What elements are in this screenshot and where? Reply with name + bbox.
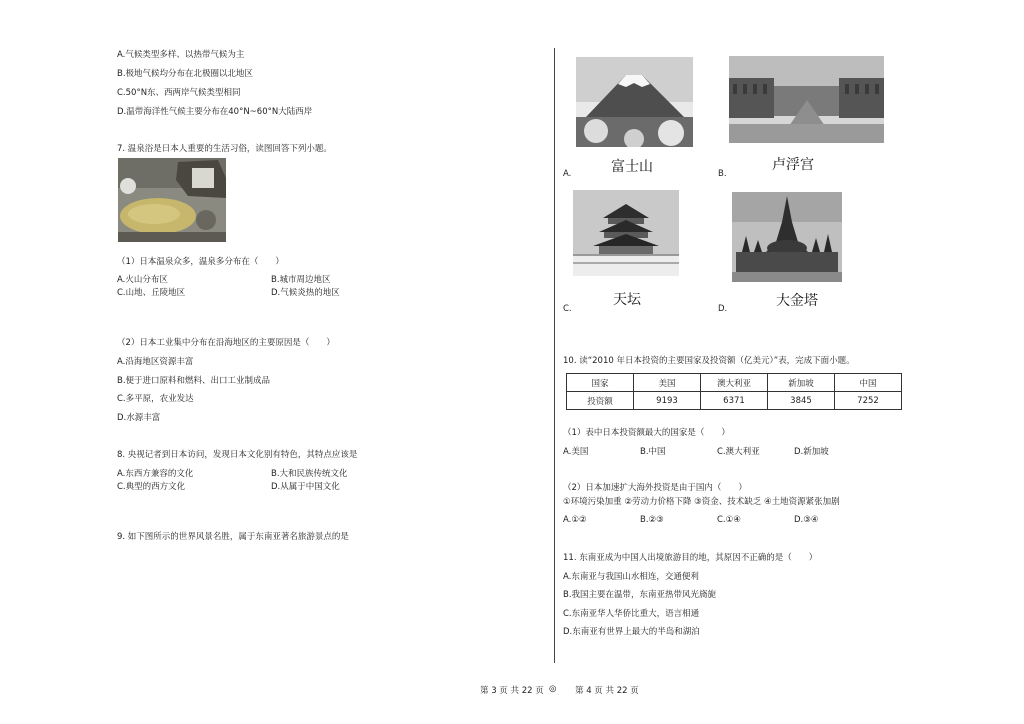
table-header-row [567,374,902,392]
table-cell: 3845 [768,392,835,410]
q9-stem: 9. 如下图所示的世界风景名胜，属于东南亚著名旅游景点的是 [117,532,349,542]
q10-sub2-option-d: D.③④ [794,515,819,525]
q8-option-c: C.典型的西方文化 [117,482,186,492]
table-cell: 新加坡 [768,374,835,392]
temple-of-heaven-photo [573,190,679,276]
footer-page-left: 第 3 页 共 22 页 [480,686,544,696]
q10-sub2-reasons: ①环境污染加重 ②劳动力价格下降 ③资金、技术缺乏 ④土地资源紧张加剧 [563,497,840,507]
prev-option-d: D.温带海洋性气候主要分布在40°N~60°N大陆西岸 [117,107,313,117]
q11-option-c: C.东南亚华人华侨比重大，语言相通 [563,609,700,619]
q8-option-b: B.大和民族传统文化 [271,469,348,479]
shwedagon-pagoda-photo [732,192,842,282]
table-row [567,392,902,410]
q7-sub2-option-a: A.沿海地区资源丰富 [117,357,194,367]
q10-sub1-option-d: D.新加坡 [794,447,829,457]
q10-sub2-option-a: A.①② [563,515,587,525]
q7-sub2-option-b: B.便于进口原料和燃料、出口工业制成品 [117,376,271,386]
table-cell: 澳大利亚 [701,374,768,392]
column-divider [554,48,555,663]
letter-c: C. [563,304,572,314]
caption-d: 大金塔 [776,293,818,309]
q7-sub1-stem: （1）日本温泉众多，温泉多分布在（ ） [117,257,284,267]
hot-spring-photo [118,158,226,242]
q8-option-d: D.从属于中国文化 [271,482,340,492]
prev-option-a: A.气候类型多样、以热带气候为主 [117,50,245,60]
q10-sub2-option-b: B.②③ [640,515,664,525]
investment-table [566,373,902,410]
q7-sub2-stem: （2）日本工业集中分布在沿海地区的主要原因是（ ） [117,338,335,348]
letter-b: B. [718,169,727,179]
table-cell: 7252 [835,392,902,410]
letter-d: D. [718,304,728,314]
q8-stem: 8. 央视记者到日本访问，发现日本文化别有特色，其特点应该是 [117,450,358,460]
table-cell: 9193 [634,392,701,410]
mount-fuji-photo [576,57,693,147]
q10-sub1-option-c: C.澳大利亚 [717,447,760,457]
q11-stem: 11. 东南亚成为中国人出境旅游目的地，其原因不正确的是（ ） [563,553,818,563]
footer-page-right: 第 4 页 共 22 页 [575,686,639,696]
q7-sub1-option-d: D.气候炎热的地区 [271,288,340,298]
prev-option-c: C.50°N东、西两岸气候类型相同 [117,88,241,98]
caption-a: 富士山 [611,159,653,175]
table-cell: 6371 [701,392,768,410]
q7-stem: 7. 温泉浴是日本人重要的生活习俗，读图回答下列小题。 [117,144,332,154]
table-cell: 国家 [567,374,634,392]
q7-sub2-option-d: D.水源丰富 [117,413,161,423]
q8-option-a: A.东西方兼容的文化 [117,469,194,479]
q7-sub1-option-a: A.火山分布区 [117,275,168,285]
q7-sub2-option-c: C.多平原，农业发达 [117,394,194,404]
caption-b: 卢浮宫 [772,157,814,173]
footer-separator: ◎ [549,684,557,694]
q10-sub2-option-c: C.①④ [717,515,741,525]
q10-sub1-option-a: A.美国 [563,447,589,457]
q11-option-b: B.我国主要在温带，东南亚热带风光旖旎 [563,590,717,600]
table-cell: 美国 [634,374,701,392]
table-cell: 中国 [835,374,902,392]
louvre-photo [729,56,884,143]
prev-option-b: B.极地气候均分布在北极圈以北地区 [117,69,254,79]
letter-a: A. [563,169,572,179]
caption-c: 天坛 [613,292,641,308]
q10-sub1-stem: （1）表中日本投资额最大的国家是（ ） [563,428,730,438]
q10-stem: 10. 读“2010 年日本投资的主要国家及投资额（亿美元）”表，完成下面小题。 [563,356,855,366]
table-cell: 投资额 [567,392,634,410]
q7-sub1-option-b: B.城市周边地区 [271,275,331,285]
q10-sub1-option-b: B.中国 [640,447,666,457]
q11-option-a: A.东南亚与我国山水相连，交通便利 [563,572,699,582]
q11-option-d: D.东南亚有世界上最大的半岛和湖泊 [563,627,700,637]
q10-sub2-stem: （2）日本加速扩大海外投资是由于国内（ ） [563,483,747,493]
q7-sub1-option-c: C.山地、丘陵地区 [117,288,186,298]
